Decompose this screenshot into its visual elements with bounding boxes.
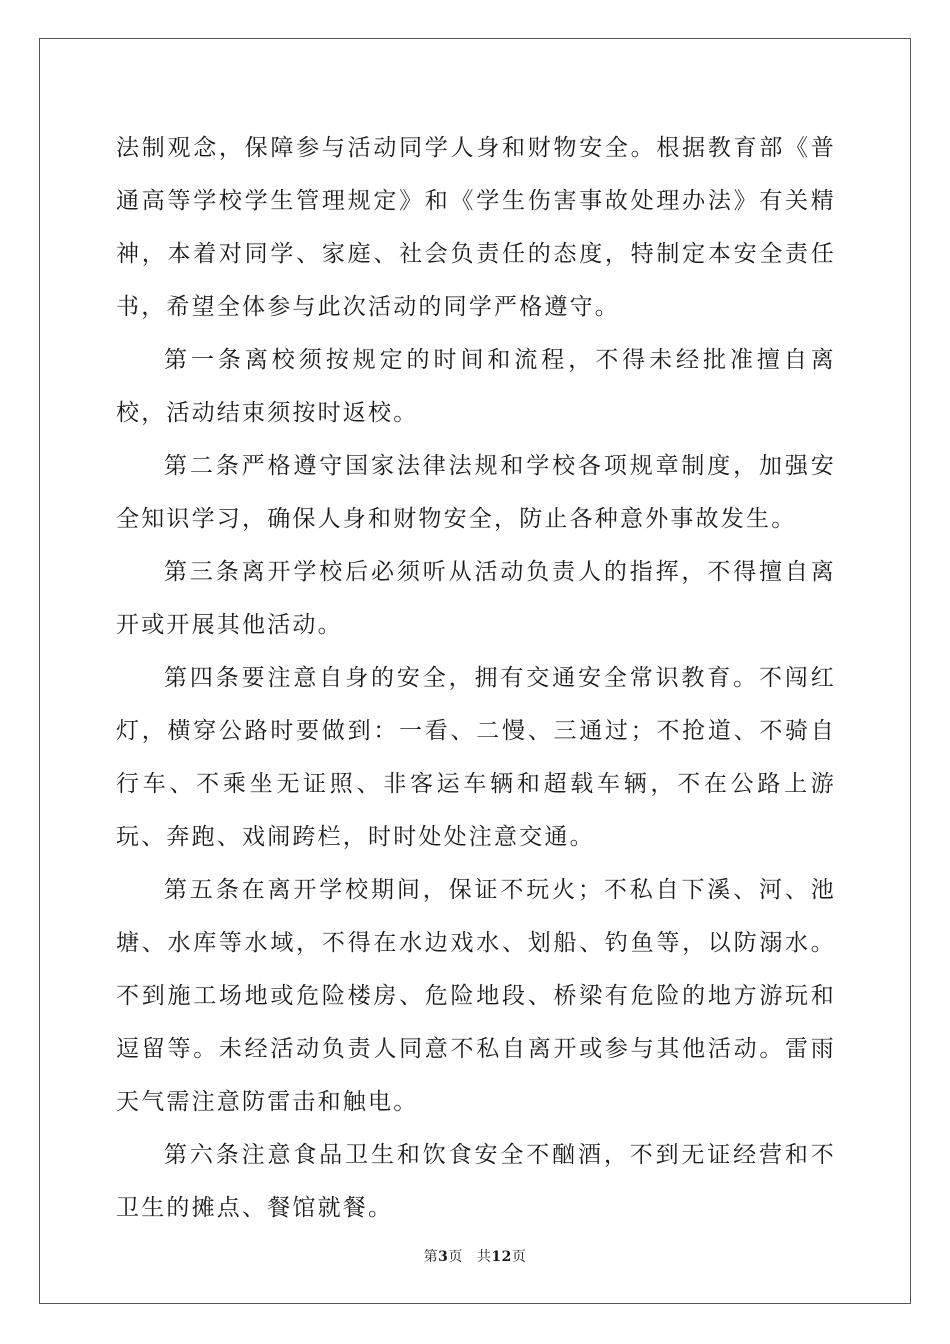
document-body [116, 122, 836, 1235]
page-suffix: 页 [448, 1249, 463, 1265]
page-number: 3 [438, 1249, 449, 1265]
paragraph-article-3: 第三条离开学校后必须听从活动负责人的指挥，不得擅自离开或开展其他活动。 [116, 559, 836, 638]
total-suffix: 页 [511, 1249, 527, 1265]
paragraph-article-4: 第四条要注意自身的安全，拥有交通安全常识教育。不闯红灯，横穿公路时要做到：一看、二慢、三通过；不抢道、不骑自行车、不乘坐无证照、非客运车辆和超载车辆，不在公路上游玩、奔跑、戏闹跨栏，时时处处注意交通。 [116, 665, 836, 850]
paragraph-intro: 法制观念，保障参与活动同学人身和财物安全。根据教育部《普通高等学校学生管理规定》和《学生伤害事故处理办法》有关精神，本着对同学、家庭、社会负责任的态度，特制定本安全责任书，希望全体参与此次活动的同学严格遵守。 [116, 135, 836, 320]
paragraph-article-6: 第六条注意食品卫生和饮食安全不酗酒，不到无证经营和不卫生的摊点、餐馆就餐。 [116, 1142, 836, 1221]
total-pages: 12 [491, 1249, 512, 1265]
total-prefix: 共 [476, 1249, 492, 1265]
paragraph-article-2: 第二条严格遵守国家法律法规和学校各项规章制度，加强安全知识学习，确保人身和财物安全，防止各种意外事故发生。 [116, 453, 836, 532]
paragraph-article-5: 第五条在离开学校期间，保证不玩火；不私自下溪、河、池塘、水库等水域，不得在水边戏水、划船、钓鱼等，以防溺水。不到施工场地或危险楼房、危险地段、桥梁有危险的地方游玩和逗留等。未经活动负责人同意不私自离开或参与其他活动。雷雨天气需注意防雷击和触电。 [116, 877, 836, 1115]
paragraph-article-1: 第一条离校须按规定的时间和流程，不得未经批准擅自离校，活动结束须按时返校。 [116, 347, 836, 426]
page-footer [0, 1246, 950, 1266]
page-prefix: 第 [423, 1249, 439, 1265]
